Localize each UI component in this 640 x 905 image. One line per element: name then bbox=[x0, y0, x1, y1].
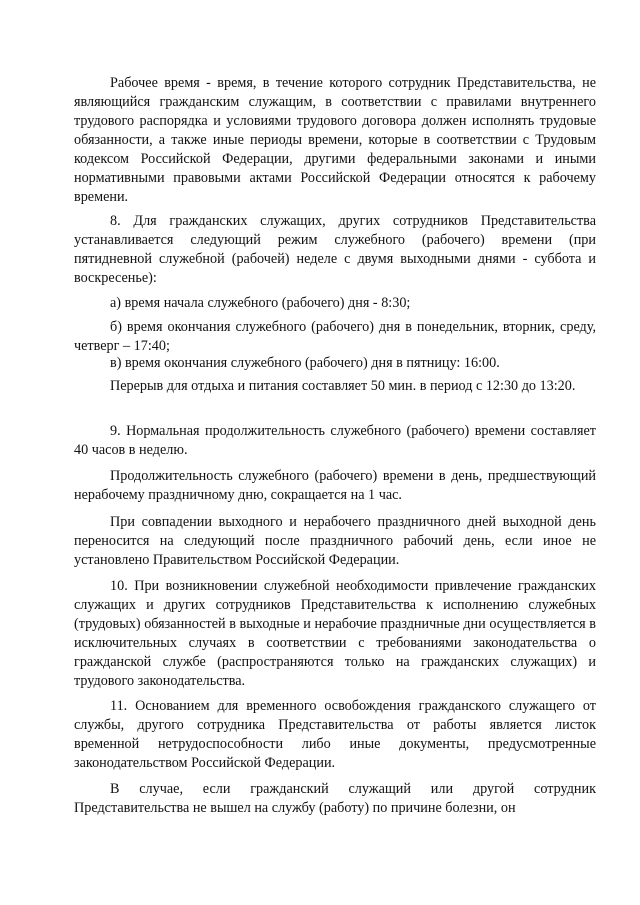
paragraph-pre-holiday: Продолжительность служебного (рабочего) времени в день, предшествующий нерабочему праздничному дню, сокращается на 1 час. bbox=[74, 468, 596, 503]
paragraph-item-9: 9. Нормальная продолжительность служебного (рабочего) времени составляет 40 часов в неделю. bbox=[74, 423, 596, 458]
paragraph-break: Перерыв для отдыха и питания составляет 50 мин. в период с 12:30 до 13:20. bbox=[110, 378, 576, 394]
paragraph-item-8: 8. Для гражданских служащих, других сотрудников Представительства устанавливается следующий режим служебного (рабочего) времени (при пятидневной служебной (рабочей) неделе с двумя выходными днями - суббота и воскресенье): bbox=[74, 213, 596, 286]
paragraph-item-8b: б) время окончания служебного (рабочего) дня в понедельник, вторник, среду, четверг – 17:40; bbox=[74, 319, 596, 354]
paragraph-item-8a: а) время начала служебного (рабочего) дня - 8:30; bbox=[110, 295, 411, 311]
paragraph-item-11: 11. Основанием для временного освобождения гражданского служащего от службы, другого сотрудника Представительства от работы является листок временной нетрудоспособности либо иные документы, предусмотренные законодательством Российской Федерации. bbox=[74, 698, 596, 771]
paragraph-holiday-transfer: При совпадении выходного и нерабочего праздничного дней выходной день переносится на следующий после праздничного рабочий день, если иное не установлено Правительством Российской Федерации. bbox=[74, 514, 596, 568]
paragraph-item-10: 10. При возникновении служебной необходимости привлечение гражданских служащих и других сотрудников Представительства к исполнению служебных (трудовых) обязанностей в выходные и нерабочие праздничные дни осуществляется в исключительных случаях в соответствии с требованиями законодательства о гражданской службе (распространяются только на гражданских служащих) и трудового законодательства. bbox=[74, 578, 596, 689]
paragraph-illness: В случае, если гражданский служащий или другой сотрудник Представительства не вышел на службу (работу) по причине болезни, он bbox=[74, 781, 596, 816]
paragraph-item-8v: в) время окончания служебного (рабочего) дня в пятницу: 16:00. bbox=[110, 355, 500, 371]
paragraph-working-time-definition: Рабочее время - время, в течение которого сотрудник Представительства, не являющийся гражданским служащим, в соответствии с правилами внутреннего трудового распорядка и условиями трудового договора должен исполнять трудовые обязанности, а также иные периоды времени, которые в соответствии с Трудовым кодексом Российской Федерации, другими федеральными законами и иными нормативными правовыми актами Российской Федерации относятся к рабочему времени. bbox=[74, 75, 596, 205]
